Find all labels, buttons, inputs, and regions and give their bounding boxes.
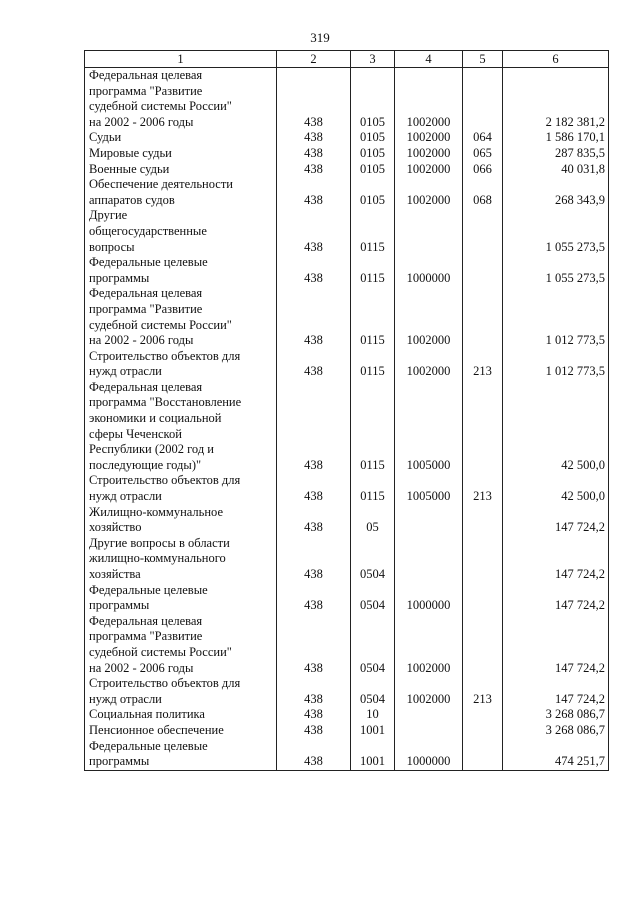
target-article-cell: 1002000	[395, 614, 463, 676]
amount-cell: 42 500,0	[503, 380, 609, 474]
row-name-line: Строительство объектов для	[89, 348, 241, 363]
row-name-line: программы	[89, 754, 150, 769]
row-name-line: экономики и социальной	[89, 411, 222, 426]
row-name-cell	[85, 739, 277, 771]
table-row	[85, 583, 609, 614]
row-name-line: на 2002 - 2006 годы	[89, 333, 194, 348]
expense-type-cell	[463, 208, 503, 255]
row-name-line: Строительство объектов для	[89, 473, 241, 488]
ministry-code-cell: 438	[277, 162, 351, 178]
row-name-line: программа "Развитие	[89, 629, 203, 644]
ministry-code-cell: 438	[277, 505, 351, 536]
amount-cell: 147 724,2	[503, 614, 609, 676]
row-name-line: Судьи	[89, 130, 122, 145]
expense-type-cell: 068	[463, 177, 503, 208]
row-name-cell	[85, 177, 277, 208]
table-row	[85, 146, 609, 162]
row-name-line: аппаратов судов	[89, 192, 175, 207]
table-row	[85, 255, 609, 286]
amount-cell: 40 031,8	[503, 162, 609, 178]
row-name-line: сферы Чеченской	[89, 426, 182, 441]
section-code-cell: 0504	[351, 676, 395, 707]
table-row	[85, 380, 609, 474]
budget-table	[84, 50, 609, 771]
row-name-line: Федеральные целевые	[89, 255, 208, 270]
expense-type-cell: 066	[463, 162, 503, 178]
ministry-code-cell: 438	[277, 473, 351, 504]
row-name-line: Строительство объектов для	[89, 676, 241, 691]
amount-cell: 42 500,0	[503, 473, 609, 504]
ministry-code-cell: 438	[277, 68, 351, 131]
table-row	[85, 68, 609, 131]
amount-cell: 147 724,2	[503, 676, 609, 707]
row-name-line: Другие	[89, 208, 128, 223]
row-name-cell	[85, 723, 277, 739]
amount-cell: 2 182 381,2	[503, 68, 609, 131]
row-name-cell	[85, 162, 277, 178]
row-name-line: последующие годы)"	[89, 457, 202, 472]
row-name-line: программы	[89, 270, 150, 285]
target-article-cell	[395, 208, 463, 255]
ministry-code-cell: 438	[277, 723, 351, 739]
table-row	[85, 723, 609, 739]
expense-type-cell: 213	[463, 676, 503, 707]
row-name-line: общегосударственные	[89, 223, 207, 238]
section-code-cell: 0115	[351, 286, 395, 348]
row-name-line: Мировые судьи	[89, 145, 172, 160]
target-article-cell: 1002000	[395, 676, 463, 707]
target-article-cell: 1002000	[395, 286, 463, 348]
ministry-code-cell: 438	[277, 146, 351, 162]
target-article-cell: 1002000	[395, 130, 463, 146]
amount-cell: 1 055 273,5	[503, 208, 609, 255]
section-code-cell: 0115	[351, 380, 395, 474]
target-article-cell: 1002000	[395, 162, 463, 178]
row-name-cell	[85, 255, 277, 286]
table-row	[85, 707, 609, 723]
row-name-cell	[85, 349, 277, 380]
amount-cell: 147 724,2	[503, 505, 609, 536]
ministry-code-cell: 438	[277, 536, 351, 583]
ministry-code-cell: 438	[277, 349, 351, 380]
row-name-cell	[85, 208, 277, 255]
row-name-line: жилищно-коммунального	[89, 551, 226, 566]
expense-type-cell	[463, 286, 503, 348]
table-row	[85, 473, 609, 504]
row-name-line: Федеральная целевая	[89, 379, 203, 394]
expense-type-cell	[463, 723, 503, 739]
row-name-line: нужд отрасли	[89, 364, 162, 379]
row-name-cell	[85, 473, 277, 504]
row-name-line: нужд отрасли	[89, 489, 162, 504]
row-name-line: судебной системы России"	[89, 99, 232, 114]
amount-cell: 268 343,9	[503, 177, 609, 208]
column-header: 4	[395, 51, 463, 68]
table-row	[85, 536, 609, 583]
amount-cell: 3 268 086,7	[503, 723, 609, 739]
amount-cell: 147 724,2	[503, 583, 609, 614]
ministry-code-cell: 438	[277, 380, 351, 474]
ministry-code-cell: 438	[277, 676, 351, 707]
ministry-code-cell: 438	[277, 739, 351, 771]
table-body	[85, 68, 609, 771]
row-name-line: программы	[89, 598, 150, 613]
row-name-line: Федеральная целевая	[89, 613, 203, 628]
ministry-code-cell: 438	[277, 583, 351, 614]
target-article-cell	[395, 505, 463, 536]
section-code-cell: 0115	[351, 255, 395, 286]
table-row	[85, 177, 609, 208]
row-name-line: Жилищно-коммунальное	[89, 504, 223, 519]
ministry-code-cell: 438	[277, 286, 351, 348]
row-name-line: хозяйства	[89, 567, 141, 581]
row-name-line: Другие вопросы в области	[89, 535, 230, 550]
section-code-cell: 0504	[351, 614, 395, 676]
row-name-line: Федеральная целевая	[89, 286, 203, 301]
section-code-cell: 0504	[351, 536, 395, 583]
table-row	[85, 739, 609, 771]
target-article-cell: 1000000	[395, 739, 463, 771]
expense-type-cell	[463, 505, 503, 536]
row-name-cell	[85, 68, 277, 131]
amount-cell: 474 251,7	[503, 739, 609, 771]
target-article-cell: 1002000	[395, 177, 463, 208]
row-name-cell	[85, 536, 277, 583]
section-code-cell: 0105	[351, 146, 395, 162]
row-name-line: Федеральные целевые	[89, 738, 208, 753]
table-row	[85, 614, 609, 676]
target-article-cell: 1000000	[395, 255, 463, 286]
target-article-cell: 1002000	[395, 146, 463, 162]
expense-type-cell: 064	[463, 130, 503, 146]
section-code-cell: 0504	[351, 583, 395, 614]
section-code-cell: 0105	[351, 162, 395, 178]
amount-cell: 1 012 773,5	[503, 349, 609, 380]
ministry-code-cell: 438	[277, 255, 351, 286]
row-name-line: судебной системы России"	[89, 317, 232, 332]
expense-type-cell: 065	[463, 146, 503, 162]
table-header-row	[85, 51, 609, 68]
ministry-code-cell: 438	[277, 614, 351, 676]
row-name-line: программа "Восстановление	[89, 395, 242, 410]
row-name-line: судебной системы России"	[89, 644, 232, 659]
amount-cell: 1 586 170,1	[503, 130, 609, 146]
amount-cell: 1 012 773,5	[503, 286, 609, 348]
row-name-line: Федеральные целевые	[89, 582, 208, 597]
section-code-cell: 0115	[351, 473, 395, 504]
table-row	[85, 162, 609, 178]
table-row	[85, 349, 609, 380]
row-name-cell	[85, 707, 277, 723]
amount-cell: 147 724,2	[503, 536, 609, 583]
row-name-cell	[85, 583, 277, 614]
amount-cell: 1 055 273,5	[503, 255, 609, 286]
ministry-code-cell: 438	[277, 208, 351, 255]
row-name-cell	[85, 505, 277, 536]
table-row	[85, 676, 609, 707]
section-code-cell: 05	[351, 505, 395, 536]
row-name-cell	[85, 146, 277, 162]
expense-type-cell	[463, 614, 503, 676]
target-article-cell	[395, 707, 463, 723]
row-name-line: Республики (2002 год и	[89, 442, 214, 457]
expense-type-cell: 213	[463, 473, 503, 504]
row-name-line: Федеральная целевая	[89, 68, 203, 82]
expense-type-cell	[463, 583, 503, 614]
row-name-line: Обеспечение деятельности	[89, 177, 234, 192]
ministry-code-cell: 438	[277, 130, 351, 146]
ministry-code-cell: 438	[277, 177, 351, 208]
section-code-cell: 0115	[351, 208, 395, 255]
row-name-cell	[85, 380, 277, 474]
expense-type-cell	[463, 380, 503, 474]
section-code-cell: 1001	[351, 739, 395, 771]
target-article-cell	[395, 536, 463, 583]
column-header: 5	[463, 51, 503, 68]
column-header: 3	[351, 51, 395, 68]
row-name-line: хозяйство	[89, 520, 142, 535]
target-article-cell: 1002000	[395, 68, 463, 131]
row-name-line: на 2002 - 2006 годы	[89, 660, 194, 675]
expense-type-cell	[463, 536, 503, 583]
amount-cell: 287 835,5	[503, 146, 609, 162]
row-name-cell	[85, 130, 277, 146]
table-row	[85, 130, 609, 146]
target-article-cell	[395, 723, 463, 739]
table-row	[85, 505, 609, 536]
expense-type-cell	[463, 739, 503, 771]
column-header: 1	[85, 51, 277, 68]
table-row	[85, 286, 609, 348]
section-code-cell: 0105	[351, 177, 395, 208]
ministry-code-cell: 438	[277, 707, 351, 723]
expense-type-cell	[463, 707, 503, 723]
row-name-line: Военные судьи	[89, 161, 170, 176]
row-name-line: нужд отрасли	[89, 691, 162, 706]
target-article-cell: 1002000	[395, 349, 463, 380]
row-name-line: на 2002 - 2006 годы	[89, 114, 194, 129]
row-name-line: вопросы	[89, 239, 135, 254]
target-article-cell: 1000000	[395, 583, 463, 614]
page-number: 319	[310, 30, 330, 45]
target-article-cell: 1005000	[395, 380, 463, 474]
row-name-line: программа "Развитие	[89, 301, 203, 316]
row-name-cell	[85, 614, 277, 676]
column-header: 6	[503, 51, 609, 68]
target-article-cell: 1005000	[395, 473, 463, 504]
row-name-cell	[85, 286, 277, 348]
section-code-cell: 0105	[351, 68, 395, 131]
section-code-cell: 10	[351, 707, 395, 723]
column-header: 2	[277, 51, 351, 68]
section-code-cell: 0115	[351, 349, 395, 380]
row-name-line: Социальная политика	[89, 707, 205, 722]
expense-type-cell	[463, 68, 503, 131]
expense-type-cell	[463, 255, 503, 286]
amount-cell: 3 268 086,7	[503, 707, 609, 723]
row-name-cell	[85, 676, 277, 707]
row-name-line: Пенсионное обеспечение	[89, 722, 224, 737]
row-name-line: программа "Развитие	[89, 83, 203, 98]
expense-type-cell: 213	[463, 349, 503, 380]
section-code-cell: 1001	[351, 723, 395, 739]
section-code-cell: 0105	[351, 130, 395, 146]
table-row	[85, 208, 609, 255]
